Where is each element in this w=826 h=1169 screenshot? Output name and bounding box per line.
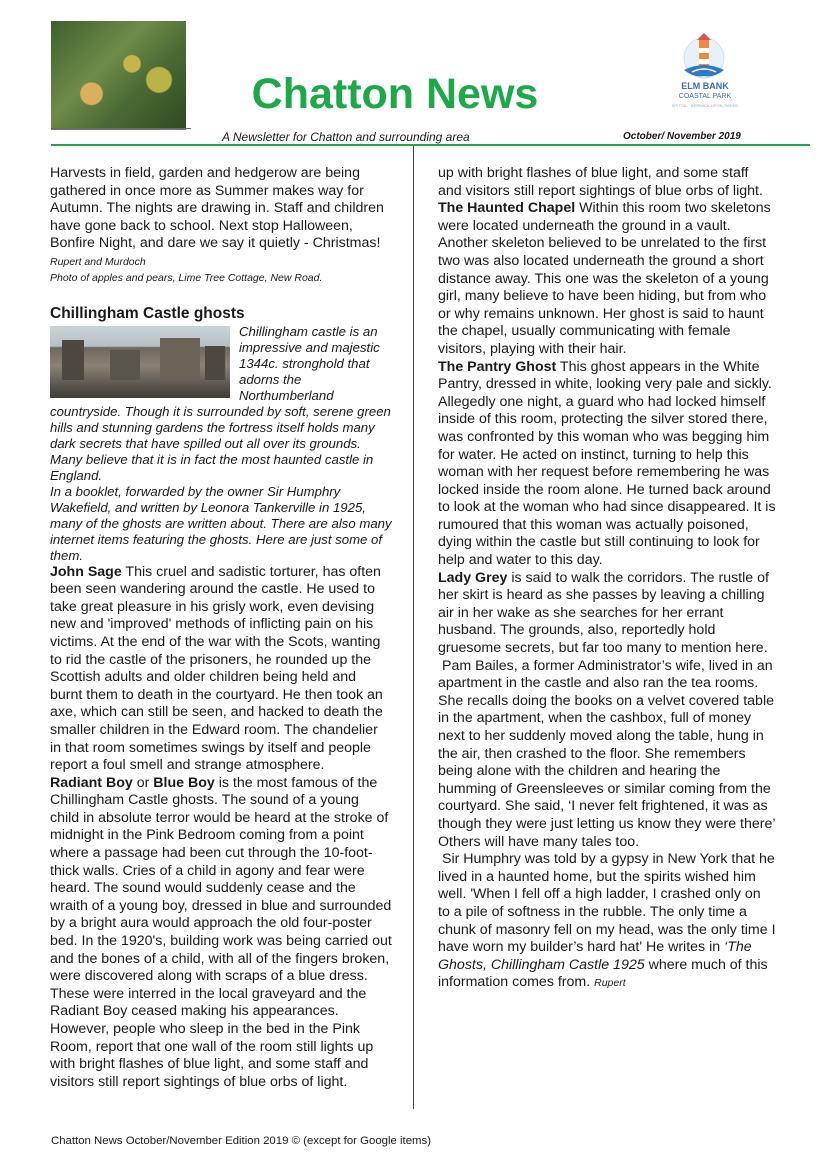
- logo-brand: ELM BANK: [681, 81, 729, 91]
- pam-paragraph: Pam Bailes, a former Administrator’s wife, lived in an apartment in the castle and also ran the tea rooms. She recalls doing the books on a velvet covered table in the apartment, when the cashbox, full of money next to her suddenly moved along the table, hung in the air, then crashed to the floor. She remembers being alone with the children and hearing the humming of Greensleeves or similar coming from the courtyard. She said, ‘I never felt frightened, it was as though they were just letting us know they were there’ Others will have many tales too.: [438, 657, 776, 850]
- pantry-paragraph: The Pantry Ghost This ghost appears in the White Pantry, dressed in white, looking very pale and sickly. Allegedly one night, a guard who had locked himself inside of this room, protecting the silver stored there, was confronted by this woman who was begging him for water. He acted on instinct, turning to help this woman with her request before remembering he was locked inside the room alone. He turned back around to look at the woman who had since disappeared. It is rumoured that this woman was actually poisoned, dying within the castle but still continuing to look for help and water to this day.: [438, 358, 776, 569]
- chapel-paragraph: The Haunted Chapel Within this room two skeletons were located underneath the ground in a vault. Another skeleton believed to be unrelated to the first two was also located underneath the ground a short distance away. This one was the skeleton of a young girl, many believe to have been hiding, but from who or why remains unknown. Her ghost is said to haunt the chapel, usually communicating with female visitors, playing with their hair.: [438, 200, 771, 357]
- humphry-paragraph: Sir Humphry was told by a gypsy in New York that he lived in a haunted home, but the spirits wished him well. 'When I fell off a high ladder, I crashed only on to a pile of softness in the rubble. The only time a chunk of masonry fell on my head, was the only time I have worn my builder’s hard hat' He writes in ‘The Ghosts, Chillingham Castle 1925 where much of this information comes from. Rupert: [438, 851, 776, 991]
- column-divider: [413, 146, 414, 1109]
- fruit-photo: [51, 21, 186, 130]
- header-rule: [51, 144, 810, 146]
- page-footer: Chatton News October/November Edition 2019 © (except for Google items): [51, 1135, 432, 1147]
- signature: Rupert: [594, 977, 626, 990]
- blue-boy-title: Blue Boy: [153, 774, 215, 791]
- masthead-title: Chatton News: [251, 70, 539, 118]
- radiant-boy-paragraph: Radiant Boy or Blue Boy is the most famous of the Chillingham Castle ghosts. The sound of a young child in absolute terror would be heard at the stroke of midnight in the Pink Bedroom coming from a point where a passage had been cut through the 10-foot-thick walls. Cries of a child in agony and fear were heard. The sound would suddenly cease and the wraith of a young boy, dressed in blue and surrounded by a bright aura would approach the old four-poster bed. In the 1920's, building work was being carried out and the bones of a child, with all of the fingers broken, were discovered along with scraps of a blue dress. These were interred in the local graveyard and the Radiant Boy ceased making his appearances.: [50, 774, 392, 1020]
- masthead-subtitle: A Newsletter for Chatton and surrounding area: [222, 130, 470, 144]
- john-sage-title: John Sage: [50, 563, 122, 580]
- book-title: ‘The Ghosts, Chillingham Castle 1925: [438, 939, 752, 973]
- booklet-note: In a booklet, forwarded by the owner Sir Humphry Wakefield, and written by Leonora Tankerville in 1925, many of the ghosts are written about. There are also many internet items featuring the ghosts. Here are just some of them.: [50, 483, 392, 563]
- article-lead: Chillingham castle is an impressive and majestic 1344c. stronghold that adorns the Northumberland countryside. Though it is surrounded by soft, serene green hills and stunning gardens the fortress itself holds many dark secrets that have spilled out all over its grounds. Many believe that it is in fact the most haunted castle in England.: [50, 323, 391, 483]
- chapel-title: The Haunted Chapel: [438, 200, 576, 217]
- right-column: [438, 165, 776, 992]
- intro-text: Harvests in field, garden and hedgerow are being gathered in once more as Summer makes way for Autumn. The nights are drawing in. Staff and children have gone back to school. Next stop Halloween, Bonfire Night, and dare we say it quietly - Christmas!: [50, 165, 384, 252]
- radiant-boy-title: Radiant Boy: [50, 774, 133, 791]
- left-column: [50, 165, 392, 1090]
- pink-room-continued: up with bright flashes of blue light, and some staff and visitors still report sightings of blue orbs of light.: [438, 165, 763, 199]
- logo-tagline: SPITTAL · BERWICK-UPON-TWEED: [671, 103, 739, 108]
- photo-caption: Photo of apples and pears, Lime Tree Cottage, New Road.: [50, 271, 323, 284]
- photo-underline: [51, 128, 191, 129]
- pantry-title: The Pantry Ghost: [438, 358, 557, 375]
- john-sage-paragraph: John Sage This cruel and sadistic torturer, has often been seen wandering around the castle. He used to take great pleasure in his grisly work, even devising new and 'improved' methods of inflicting pain on his victims. At the end of the war with the Scots, wanting to rid the castle of the prisoners, he rounded up the Scottish adults and older children being held and burnt them to death in the courtyard. He then took an axe, which can still be seen, and hacked to death the smaller children in the Edward room. The chandelier in that room sometimes swings by itself and people report a foul smell and strange atmosphere.: [50, 563, 383, 774]
- issue-date: October/ November 2019: [623, 131, 741, 142]
- intro-paragraph: [50, 165, 392, 271]
- intro-authors: Rupert and Murdoch: [50, 255, 146, 268]
- castle-photo: [50, 326, 230, 398]
- pink-room-paragraph: However, people who sleep in the bed in the Pink Room, report that one wall of the room still lights up with bright flashes of blue light, and some staff and visitors still report sightings of blue orbs of light.: [50, 1021, 374, 1090]
- article-heading: Chillingham Castle ghosts: [50, 304, 245, 322]
- lady-grey-paragraph: Lady Grey is said to walk the corridors. The rustle of her skirt is heard as she passes by leaving a chilling air in her wake as she searches for her errant husband. The grounds, also, reportedly hold gruesome secrets, but far too many to mention here.: [438, 569, 769, 657]
- lady-grey-title: Lady Grey: [438, 569, 508, 586]
- logo-subtitle: COASTAL PARK: [678, 93, 732, 100]
